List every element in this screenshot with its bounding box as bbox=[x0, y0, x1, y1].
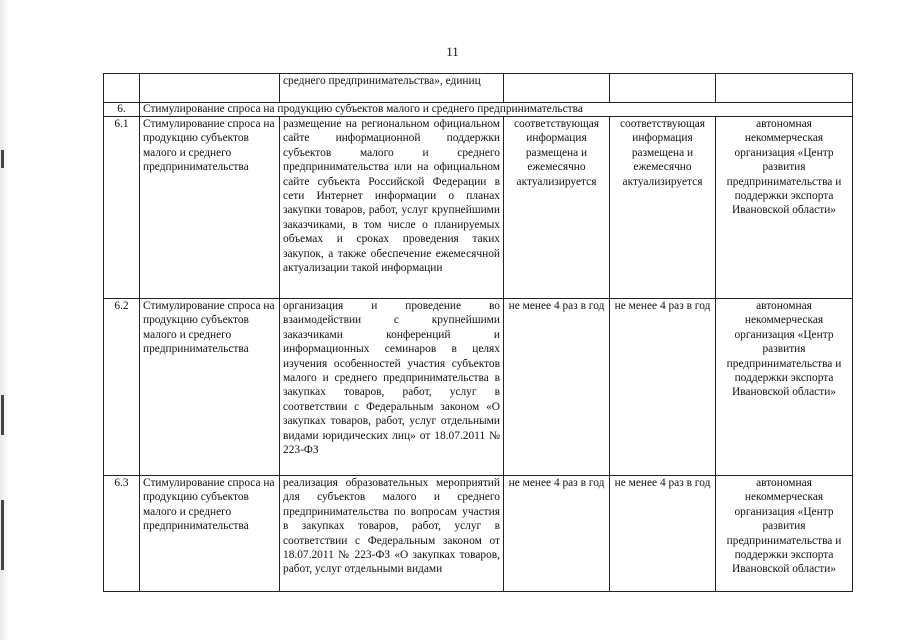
cell-number bbox=[104, 74, 140, 103]
cell-responsible bbox=[716, 74, 853, 103]
table-row bbox=[104, 74, 853, 103]
cell-event: реализация образовательных мероприятий для субъектов малого и среднего предпринимательства по вопросам участия в закупках товаров, работ, услуг в соответствии с Федеральным законом от 18.07.2011 № 223-ФЗ «О закупках товаров, работ, услуг отдельными видами bbox=[280, 476, 504, 592]
section-row bbox=[104, 103, 853, 117]
cell-responsible: автономная некоммерческая организация «Центр развития предпринимательства и поддержки экспорта Ивановской области» bbox=[716, 476, 853, 592]
scan-mark bbox=[1, 150, 4, 168]
cell-responsible: автономная некоммерческая организация «Центр развития предпринимательства и поддержки экспорта Ивановской области» bbox=[716, 299, 853, 476]
table-row bbox=[104, 476, 853, 592]
cell-event: организация и проведение во взаимодействии с крупнейшими заказчиками конференций и информационных семинаров в целях изучения особенностей участия субъектов малого и среднего предпринимательства в закупках товаров, работ, услуг в соответствии с Федеральным законом «О закупках товаров, работ, услуг отдельными видами юридических лиц» от 18.07.2011 № 223-ФЗ bbox=[280, 299, 504, 476]
scan-edge bbox=[0, 0, 9, 640]
cell-indicator-1: не менее 4 раз в год bbox=[504, 476, 610, 592]
cell-indicator-1: соответствующая информация размещена и ежемесячно актуализируется bbox=[504, 117, 610, 299]
cell-indicator-2 bbox=[610, 74, 716, 103]
cell-responsible: автономная некоммерческая организация «Центр развития предпринимательства и поддержки экспорта Ивановской области» bbox=[716, 117, 853, 299]
measures-table bbox=[103, 73, 853, 592]
cell-name: Стимулирование спроса на продукцию субъектов малого и среднего предпринимательства bbox=[140, 117, 280, 299]
cell-indicator-2: соответствующая информация размещена и ежемесячно актуализируется bbox=[610, 117, 716, 299]
scan-mark bbox=[1, 500, 4, 570]
cell-indicator-2: не менее 4 раз в год bbox=[610, 299, 716, 476]
cell-indicator-1: не менее 4 раз в год bbox=[504, 299, 610, 476]
table-row bbox=[104, 299, 853, 476]
cell-name bbox=[140, 74, 280, 103]
cell-number: 6.2 bbox=[104, 299, 140, 476]
scan-mark bbox=[1, 395, 4, 435]
section-number: 6. bbox=[104, 103, 140, 117]
cell-number: 6.1 bbox=[104, 117, 140, 299]
page-number: 11 bbox=[446, 44, 459, 59]
cell-event: размещение на региональном официальном сайте информационной поддержки субъектов малого и среднего предпринимательства или на официальном сайте субъекта Российской Федерации в сети Интернет информации о планах закупки товаров, работ, услуг крупнейшими заказчиками, в том числе о планируемых объемах и сроках проведения таких закупок, а также обеспечение ежемесячной актуализации такой информации bbox=[280, 117, 504, 299]
table-row bbox=[104, 117, 853, 299]
cell-name: Стимулирование спроса на продукцию субъектов малого и среднего предпринимательства bbox=[140, 476, 280, 592]
section-title: Стимулирование спроса на продукцию субъектов малого и среднего предпринимательства bbox=[140, 103, 853, 117]
cell-indicator-2: не менее 4 раз в год bbox=[610, 476, 716, 592]
cell-number: 6.3 bbox=[104, 476, 140, 592]
cell-event: среднего предпринимательства», единиц bbox=[280, 74, 504, 103]
cell-indicator-1 bbox=[504, 74, 610, 103]
cell-name: Стимулирование спроса на продукцию субъектов малого и среднего предпринимательства bbox=[140, 299, 280, 476]
